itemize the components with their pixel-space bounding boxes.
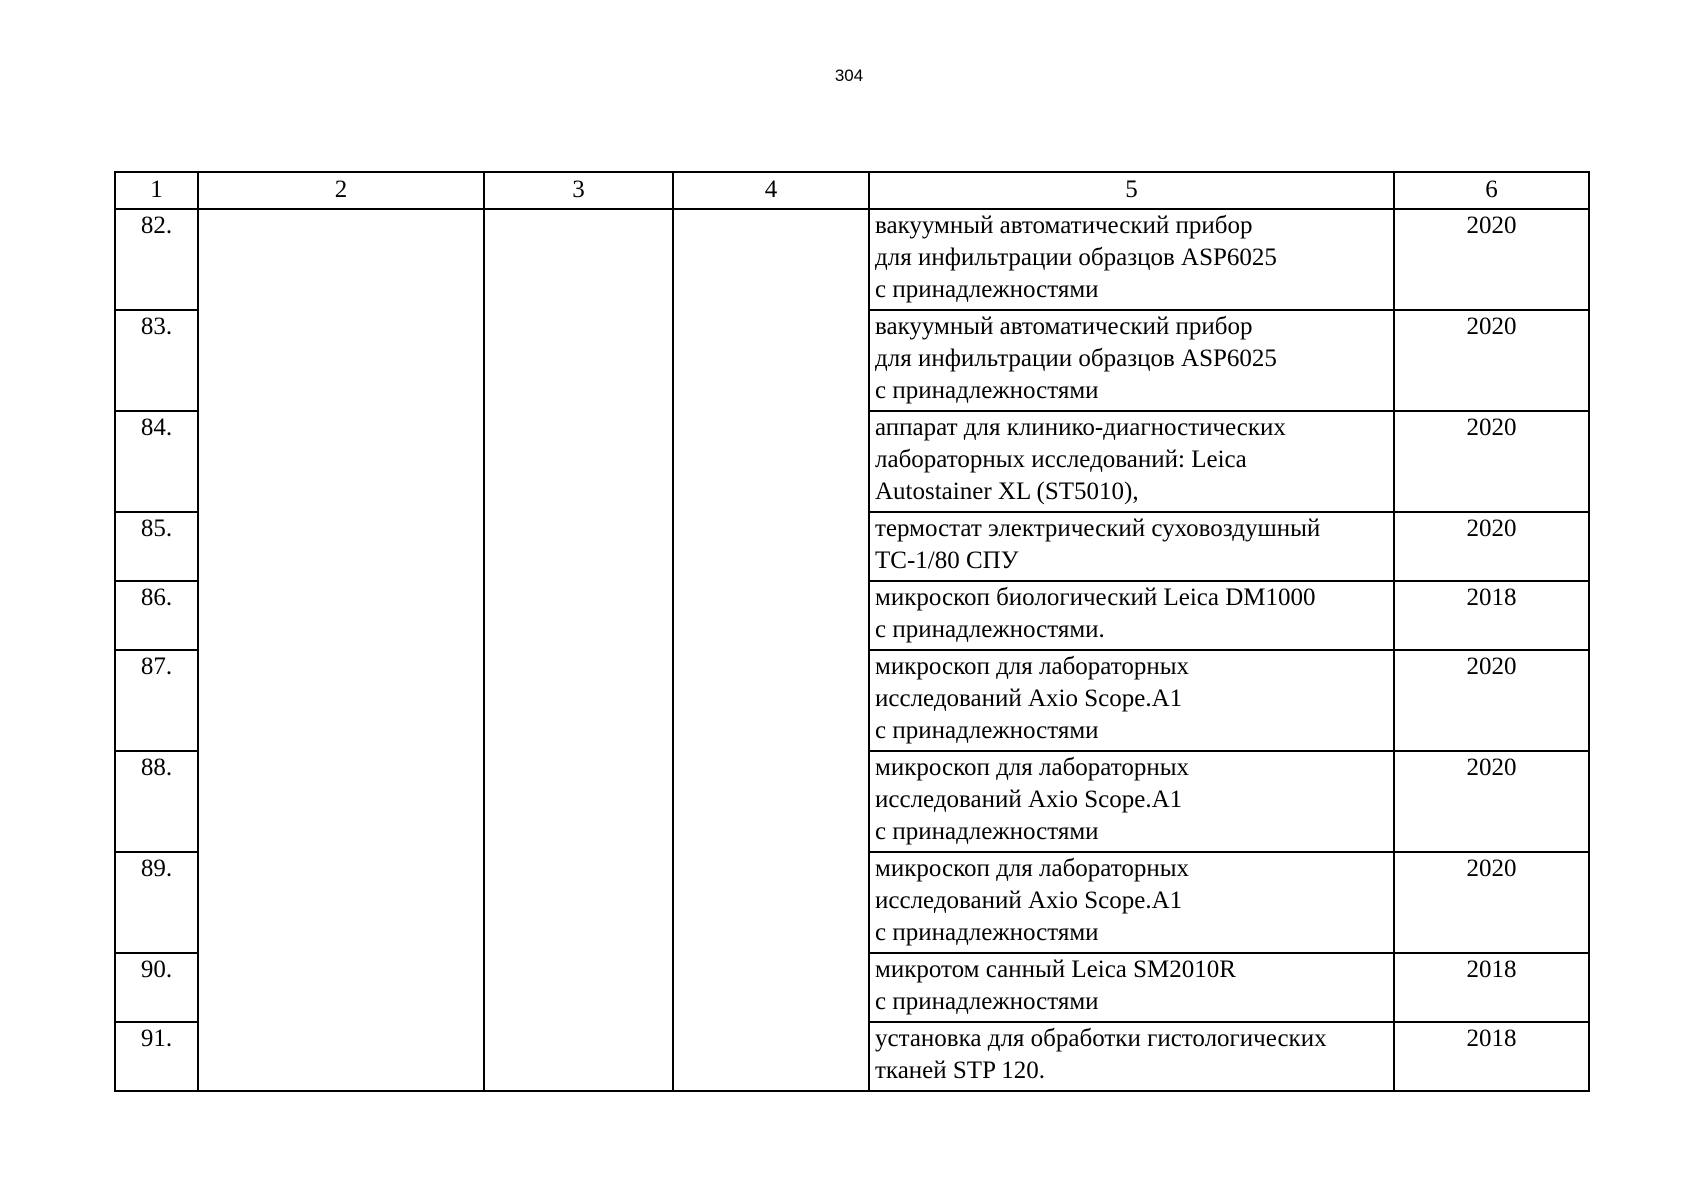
equipment-year: 2020: [1394, 310, 1589, 411]
column-header: 2: [198, 172, 484, 209]
row-number: 85.: [115, 512, 198, 581]
column-4-merged-cell: [673, 209, 869, 1091]
equipment-year: 2018: [1394, 1022, 1589, 1091]
equipment-description: термостат электрический суховоздушный ТС-1/80 СПУ: [869, 512, 1394, 581]
row-number: 83.: [115, 310, 198, 411]
column-header: 3: [484, 172, 673, 209]
row-number: 89.: [115, 852, 198, 953]
equipment-description: аппарат для клинико-диагностических лабораторных исследований: Leica Autostainer XL (ST5010),: [869, 411, 1394, 512]
column-header: 1: [115, 172, 198, 209]
equipment-description: микротом санный Leica SM2010R с принадлежностями: [869, 953, 1394, 1022]
row-number: 91.: [115, 1022, 198, 1091]
row-number: 87.: [115, 650, 198, 751]
page-number: 304: [834, 66, 864, 85]
equipment-description: вакуумный автоматический прибор для инфильтрации образцов ASP6025 с принадлежностями: [869, 209, 1394, 310]
equipment-year: 2020: [1394, 751, 1589, 852]
equipment-year: 2020: [1394, 852, 1589, 953]
column-3-merged-cell: [484, 209, 673, 1091]
table-header-row: [115, 172, 1589, 209]
equipment-description: микроскоп для лабораторных исследований Axio Scope.A1 с принадлежностями: [869, 852, 1394, 953]
column-header: 4: [673, 172, 869, 209]
table-row: [115, 209, 1589, 310]
equipment-year: 2018: [1394, 953, 1589, 1022]
equipment-year: 2020: [1394, 512, 1589, 581]
equipment-year: 2020: [1394, 650, 1589, 751]
equipment-year: 2020: [1394, 209, 1589, 310]
row-number: 86.: [115, 581, 198, 650]
equipment-year: 2018: [1394, 581, 1589, 650]
row-number: 84.: [115, 411, 198, 512]
equipment-description: микроскоп для лабораторных исследований Axio Scope.A1 с принадлежностями: [869, 751, 1394, 852]
equipment-description: вакуумный автоматический прибор для инфильтрации образцов ASP6025 с принадлежностями: [869, 310, 1394, 411]
row-number: 90.: [115, 953, 198, 1022]
equipment-year: 2020: [1394, 411, 1589, 512]
equipment-description: микроскоп биологический Leica DM1000 с принадлежностями.: [869, 581, 1394, 650]
column-header: 5: [869, 172, 1394, 209]
row-number: 82.: [115, 209, 198, 310]
equipment-table: [114, 171, 1590, 1092]
row-number: 88.: [115, 751, 198, 852]
column-2-merged-cell: [198, 209, 484, 1091]
column-header: 6: [1394, 172, 1589, 209]
equipment-description: микроскоп для лабораторных исследований Axio Scope.A1 с принадлежностями: [869, 650, 1394, 751]
equipment-description: установка для обработки гистологических тканей STP 120.: [869, 1022, 1394, 1091]
